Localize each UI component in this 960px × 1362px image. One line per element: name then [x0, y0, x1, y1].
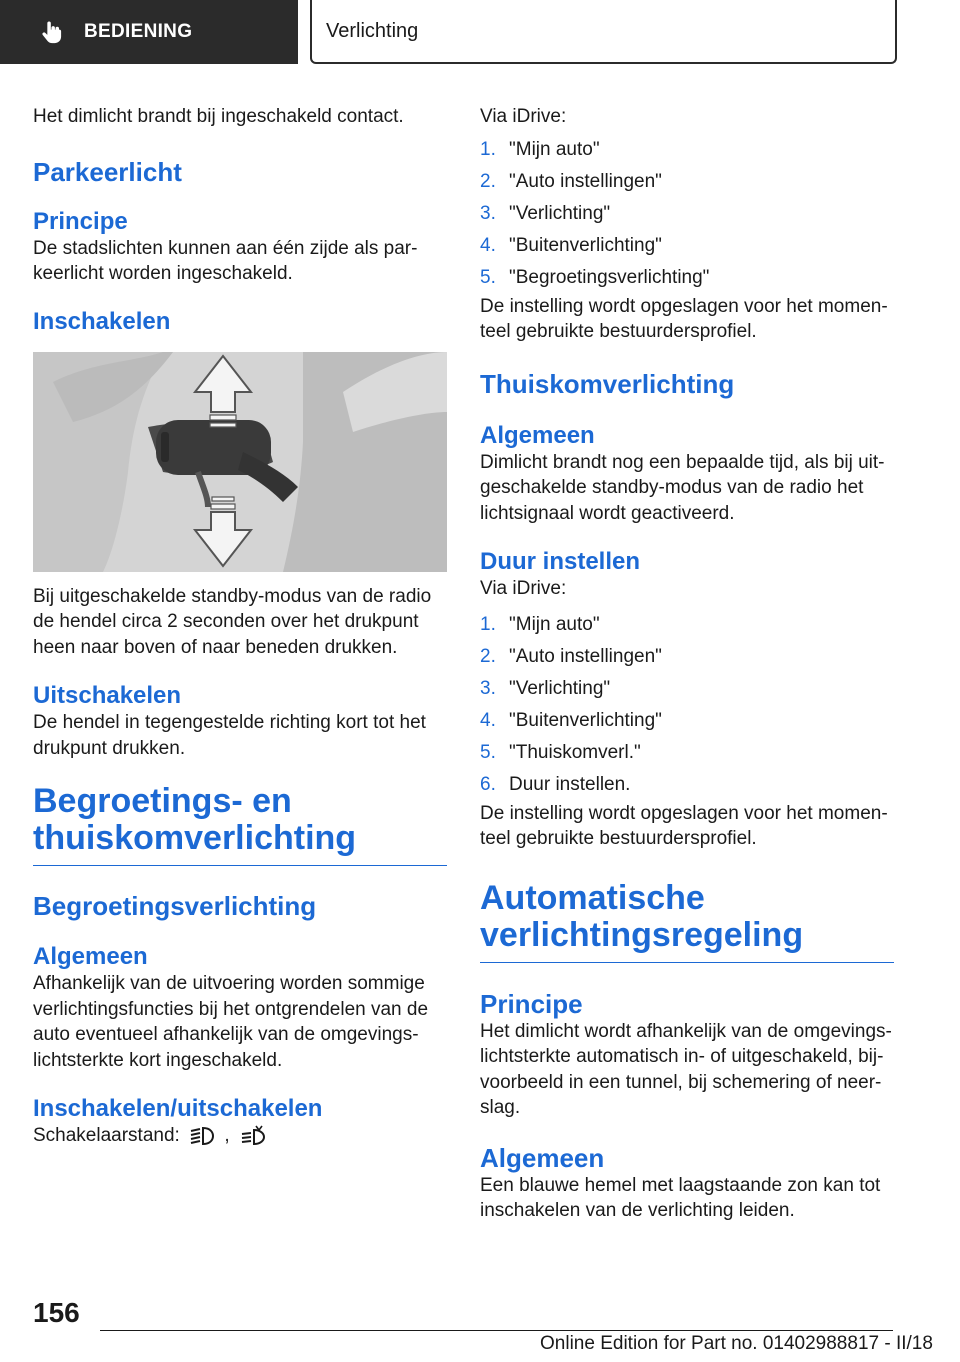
principe-line-2: keerlicht worden ingeschakeld. [33, 263, 293, 284]
heading-automatische-block [480, 880, 894, 963]
step-text: "Begroetingsverlichting" [509, 266, 710, 288]
lever-illustration [33, 352, 447, 572]
step-number: 3. [480, 202, 496, 224]
step-number: 2. [480, 645, 496, 667]
right-column [480, 100, 894, 1224]
thuis-line-3: lichtsignaal wordt geactiveerd. [480, 502, 735, 524]
via-idrive-2: Via iDrive: [480, 578, 567, 599]
inschakelen-line-3: heen naar boven of naar beneden drukken. [33, 636, 398, 658]
step-text: "Buitenverlichting" [509, 234, 662, 256]
chapter-title: Verlichting [326, 19, 419, 42]
saved-line-1b: teel gebruikte bestuurdersprofiel. [480, 321, 757, 342]
heading-algemeen-right: Algemeen [480, 421, 595, 449]
step-item [480, 198, 894, 230]
step-item [480, 769, 894, 801]
principe-right-line-2: lichtsterkte automatisch in- of uitgeschakeld, bij‐ [480, 1046, 884, 1067]
algemeen2-line-1: Een blauwe hemel met laagstaande zon kan tot [480, 1174, 881, 1196]
step-text: "Verlichting" [509, 677, 611, 699]
step-item [480, 134, 894, 166]
heading-inschakelen: Inschakelen [33, 307, 171, 335]
heading-algemeen-left: Algemeen [33, 943, 148, 970]
algemeen2-line-2: inschakelen van de verlichting leiden. [480, 1200, 795, 1221]
algemeen-line-1: Afhankelijk van de uitvoering worden sommige [33, 973, 425, 994]
section-tab[interactable] [0, 0, 298, 64]
heading-duur-instellen: Duur instellen [480, 548, 641, 575]
hand-pointer-icon [38, 18, 66, 46]
saved-line-2a: De instelling wordt opgeslagen voor het momen‐ [480, 802, 888, 824]
intro-text: Het dimlicht brandt bij ingeschakeld contact. [33, 106, 404, 127]
heading-inschakelen-uitschakelen: Inschakelen/uitschakelen [33, 1095, 323, 1122]
step-item [480, 705, 894, 737]
step-text: "Buitenverlichting" [509, 709, 662, 731]
heading-principe: Principe [33, 207, 128, 235]
algemeen-line-2: verlichtingsfuncties bij het ontgrendelen van de [33, 998, 429, 1020]
step-text: "Auto instellingen" [509, 645, 662, 667]
footer-divider [100, 1330, 893, 1331]
step-text: "Verlichting" [509, 202, 611, 224]
uitschakelen-line-1: De hendel in tegengestelde richting kort tot het [33, 712, 426, 733]
step-item [480, 166, 894, 198]
step-number: 1. [480, 613, 496, 635]
headlight-auto-icon [239, 1125, 267, 1147]
schakelaarstand-line [33, 1123, 447, 1149]
algemeen-line-3: auto eventueel afhankelijk van de omgevings‐ [33, 1024, 419, 1045]
principe-line-1: De stadslichten kunnen aan één zijde als par‐ [33, 237, 418, 259]
page-number: 156 [33, 1297, 80, 1328]
step-item [480, 609, 894, 641]
step-item [480, 737, 894, 769]
uitschakelen-line-2: drukpunt drukken. [33, 737, 186, 759]
heading-parkeerlicht: Parkeerlicht [33, 156, 182, 187]
inschakelen-line-2: de hendel circa 2 seconden over het drukpunt [33, 611, 419, 632]
inschakelen-line-1: Bij uitgeschakelde standby-modus van de radio [33, 585, 432, 607]
steps-list-1 [480, 134, 894, 294]
step-item [480, 230, 894, 262]
lever-figure [33, 352, 447, 572]
step-text: "Mijn auto" [509, 138, 600, 160]
steps-list-2 [480, 609, 894, 801]
left-column [33, 100, 447, 1149]
step-text: "Mijn auto" [509, 613, 600, 635]
principe-right-line-4: slag. [480, 1097, 521, 1118]
page-header [0, 0, 960, 66]
heading-thuiskomverlichting: Thuiskomverlichting [480, 368, 735, 399]
chapter-box [310, 0, 897, 64]
step-item [480, 641, 894, 673]
step-number: 4. [480, 234, 496, 256]
schakelaarstand-label: Schakelaarstand: [33, 1125, 180, 1146]
principe-right-line-1: Het dimlicht wordt afhankelijk van de omgevings‐ [480, 1020, 892, 1042]
step-text: "Auto instellingen" [509, 170, 662, 192]
heading-begroetings [33, 783, 447, 866]
step-number: 3. [480, 677, 496, 699]
heading-begroetingsverlichting: Begroetingsverlichting [33, 891, 317, 921]
low-beam-icon [189, 1125, 215, 1147]
section-title: BEDIENING [84, 21, 193, 42]
heading-automatische [480, 880, 894, 963]
heading-algemeen-right-2: Algemeen [480, 1142, 605, 1173]
thuis-line-2: geschakelde standby-modus van de radio het [480, 477, 864, 498]
step-number: 5. [480, 266, 496, 288]
heading-principe-right: Principe [480, 988, 583, 1019]
principe-right-line-3: voorbeeld in een tunnel, bij schemering of neer‐ [480, 1071, 882, 1093]
step-item [480, 673, 894, 705]
step-number: 1. [480, 138, 496, 160]
saved-line-2b: teel gebruikte bestuurdersprofiel. [480, 828, 757, 849]
heading-uitschakelen: Uitschakelen [33, 682, 182, 709]
step-number: 4. [480, 709, 496, 731]
heading-begroetings-line-2: thuiskomverlichting [33, 819, 357, 857]
heading-automatische-line-1: Automatische [480, 878, 705, 917]
via-idrive-1: Via iDrive: [480, 106, 567, 127]
schakelaarstand-separator: , [224, 1125, 230, 1146]
step-text: Duur instellen. [509, 773, 631, 795]
thuis-line-1: Dimlicht brandt nog een bepaalde tijd, als bij uit‐ [480, 451, 885, 473]
heading-begroetings-block [33, 783, 447, 866]
step-item [480, 262, 894, 294]
step-number: 6. [480, 773, 496, 795]
algemeen-line-4: lichtsterkte kort ingeschakeld. [33, 1049, 283, 1071]
step-text: "Thuiskomverl." [509, 741, 641, 763]
step-number: 2. [480, 170, 496, 192]
heading-begroetings-line-1: Begroetings- en [33, 782, 292, 820]
step-number: 5. [480, 741, 496, 763]
edition-text: Online Edition for Part no. 01402988817 - II/18 [540, 1333, 933, 1354]
saved-line-1a: De instelling wordt opgeslagen voor het momen‐ [480, 295, 888, 317]
heading-automatische-line-2: verlichtingsregeling [480, 915, 804, 954]
